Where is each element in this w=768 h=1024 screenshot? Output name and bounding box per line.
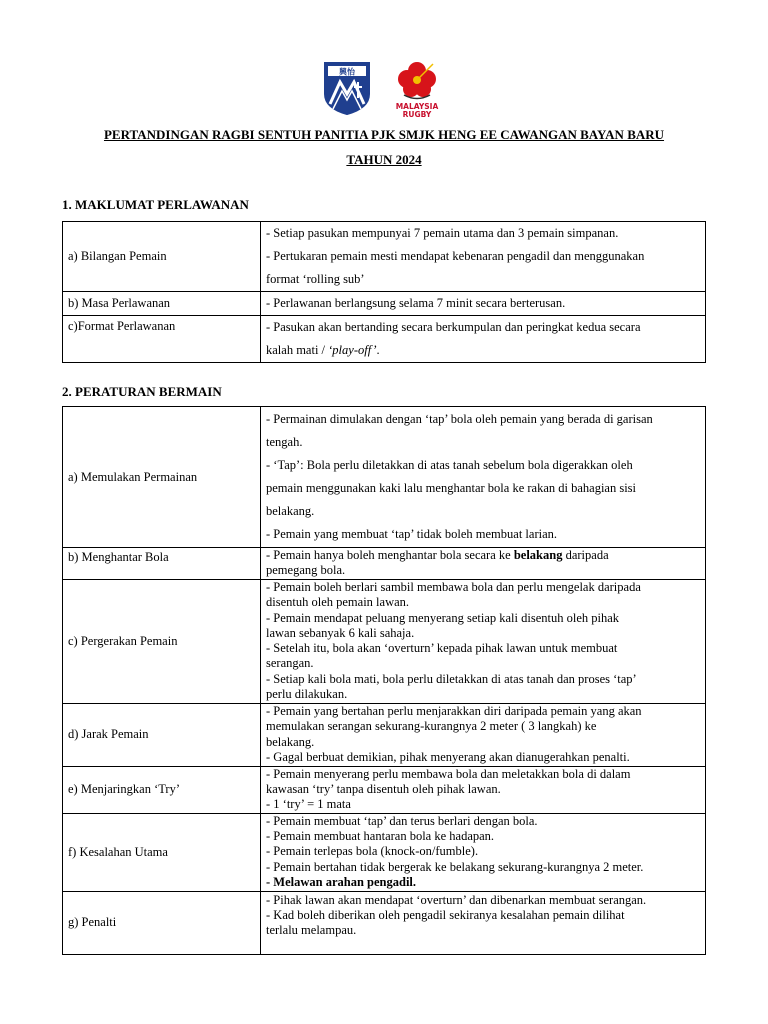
content-line: terlalu melampau.	[266, 923, 357, 938]
content-line	[266, 339, 700, 362]
content-line: - Perlawanan berlangsung selama 7 minit secara berterusan.	[266, 296, 566, 310]
line-text: - Pemain hanya boleh menghantar bola secara ke	[266, 548, 514, 562]
table-row	[63, 891, 706, 954]
content-line: disentuh oleh pemain lawan.	[266, 595, 410, 610]
content-line: - Pemain bertahan tidak bergerak ke belakang sekurang-kurangnya 2 meter.	[266, 859, 644, 874]
section2-heading: 2. PERATURAN BERMAIN	[62, 384, 222, 399]
content-line: format ‘rolling sub’	[266, 272, 365, 286]
table-row	[63, 813, 706, 891]
line-text: kalah mati /	[266, 343, 329, 357]
table-row	[63, 548, 706, 580]
content-line: - Setiap pasukan mempunyai 7 pemain utama dan 3 pemain simpanan.	[266, 226, 619, 240]
content-line: tengah.	[266, 435, 303, 449]
content-line: - Gagal berbuat demikian, pihak menyerang akan dianugerahkan penalti.	[266, 749, 630, 764]
content-line	[266, 548, 700, 563]
content-line-bold: - Melawan arahan pengadil.	[266, 875, 417, 890]
row-content	[261, 579, 706, 703]
row-content	[261, 703, 706, 766]
content-line: - Setiap kali bola mati, bola perlu diletakkan di atas tanah dan proses ‘tap’	[266, 671, 637, 686]
logo-bar	[0, 58, 768, 120]
table-row	[63, 222, 706, 292]
row-content	[261, 813, 706, 891]
content-line: - Kad boleh diberikan oleh pengadil sekiranya kesalahan pemain dilihat	[266, 907, 625, 922]
content-line: pemain menggunakan kaki lalu menghantar bola ke rakan di bahagian sisi	[266, 481, 637, 495]
rugby-logo-text-2: RUGBY	[402, 110, 432, 119]
row-label: c) Pergerakan Pemain	[63, 579, 261, 703]
content-line: belakang.	[266, 504, 315, 518]
content-line: - Pemain membuat hantaran bola ke hadapan.	[266, 829, 495, 844]
row-content	[261, 292, 706, 316]
table-row	[63, 407, 706, 548]
game-rules-table	[62, 406, 706, 955]
content-line: - Pemain mendapat peluang menyerang setiap kali disentuh oleh pihak	[266, 610, 620, 625]
content-line: memulakan serangan sekurang-kurangnya 2 meter ( 3 langkah) ke	[266, 719, 597, 734]
school-crest-text: 興怡	[339, 67, 355, 77]
section1-heading: 1. MAKLUMAT PERLAWANAN	[62, 197, 249, 212]
content-line: - Pemain menyerang perlu membawa bola dan meletakkan bola di dalam	[266, 766, 631, 781]
row-label: e) Menjaringkan ‘Try’	[63, 766, 261, 813]
row-label: a) Memulakan Permainan	[63, 407, 261, 548]
content-line: - Pemain yang bertahan perlu menjarakkan diri daripada pemain yang akan	[266, 704, 642, 718]
content-line: - Pemain membuat ‘tap’ dan terus berlari dengan bola.	[266, 813, 538, 828]
table-row	[63, 579, 706, 703]
row-label: d) Jarak Pemain	[63, 703, 261, 766]
table-row	[63, 316, 706, 363]
rugby-logo-text-1: MALAYSIA	[395, 102, 439, 111]
school-crest-logo	[322, 60, 372, 116]
row-content	[261, 407, 706, 548]
row-content	[261, 891, 706, 954]
content-line: serangan.	[266, 656, 314, 671]
row-label: b) Menghantar Bola	[63, 548, 261, 580]
content-line: - Pemain boleh berlari sambil membawa bola dan perlu mengelak daripada	[266, 579, 641, 594]
content-line: - Pihak lawan akan mendapat ‘overturn’ dan dibenarkan membuat serangan.	[266, 892, 647, 907]
italic-term: ‘play-off’	[328, 343, 377, 357]
content-line: - ‘Tap’: Bola perlu diletakkan di atas tanah sebelum bola digerakkan oleh	[266, 458, 633, 472]
row-label: f) Kesalahan Utama	[63, 813, 261, 891]
row-label: c)Format Perlawanan	[63, 316, 261, 363]
content-line: perlu dilakukan.	[266, 686, 348, 701]
content-line: - 1 ‘try’ = 1 mata	[266, 797, 351, 812]
row-label: b) Masa Perlawanan	[63, 292, 261, 316]
content-line: - Pasukan akan bertanding secara berkumpulan dan peringkat kedua secara	[266, 320, 641, 334]
match-info-table	[62, 221, 706, 363]
content-line: - Setelah itu, bola akan ‘overturn’ kepada pihak lawan untuk membuat	[266, 641, 618, 656]
row-content	[261, 316, 706, 363]
table-row	[63, 292, 706, 316]
bold-term: belakang	[513, 548, 563, 562]
table-row	[63, 703, 706, 766]
content-line: kawasan ‘try’ tanpa disentuh oleh pihak lawan.	[266, 781, 501, 796]
content-line: belakang.	[266, 734, 315, 749]
row-label: g) Penalti	[63, 891, 261, 954]
line-text: .	[376, 343, 380, 357]
content-line: - Pemain yang membuat ‘tap’ tidak boleh membuat larian.	[266, 527, 557, 541]
document-year: TAHUN 2024	[346, 152, 422, 167]
row-label: a) Bilangan Pemain	[63, 222, 261, 292]
content-line: - Permainan dimulakan dengan ‘tap’ bola oleh pemain yang berada di garisan	[266, 412, 653, 426]
document-title: PERTANDINGAN RAGBI SENTUH PANITIA PJK SMJK HENG EE CAWANGAN BAYAN BARU	[103, 127, 665, 142]
line-text: daripada	[562, 548, 609, 562]
row-content	[261, 766, 706, 813]
content-line: - Pertukaran pemain mesti mendapat kebenaran pengadil dan menggunakan	[266, 249, 645, 263]
content-line: pemegang bola.	[266, 563, 346, 578]
malaysia-rugby-logo	[386, 58, 448, 120]
row-content	[261, 222, 706, 292]
table-row	[63, 766, 706, 813]
content-line: - Pemain terlepas bola (knock-on/fumble).	[266, 844, 479, 859]
row-content	[261, 548, 706, 580]
content-line: lawan sebanyak 6 kali sahaja.	[266, 625, 415, 640]
hibiscus-icon	[398, 62, 436, 99]
